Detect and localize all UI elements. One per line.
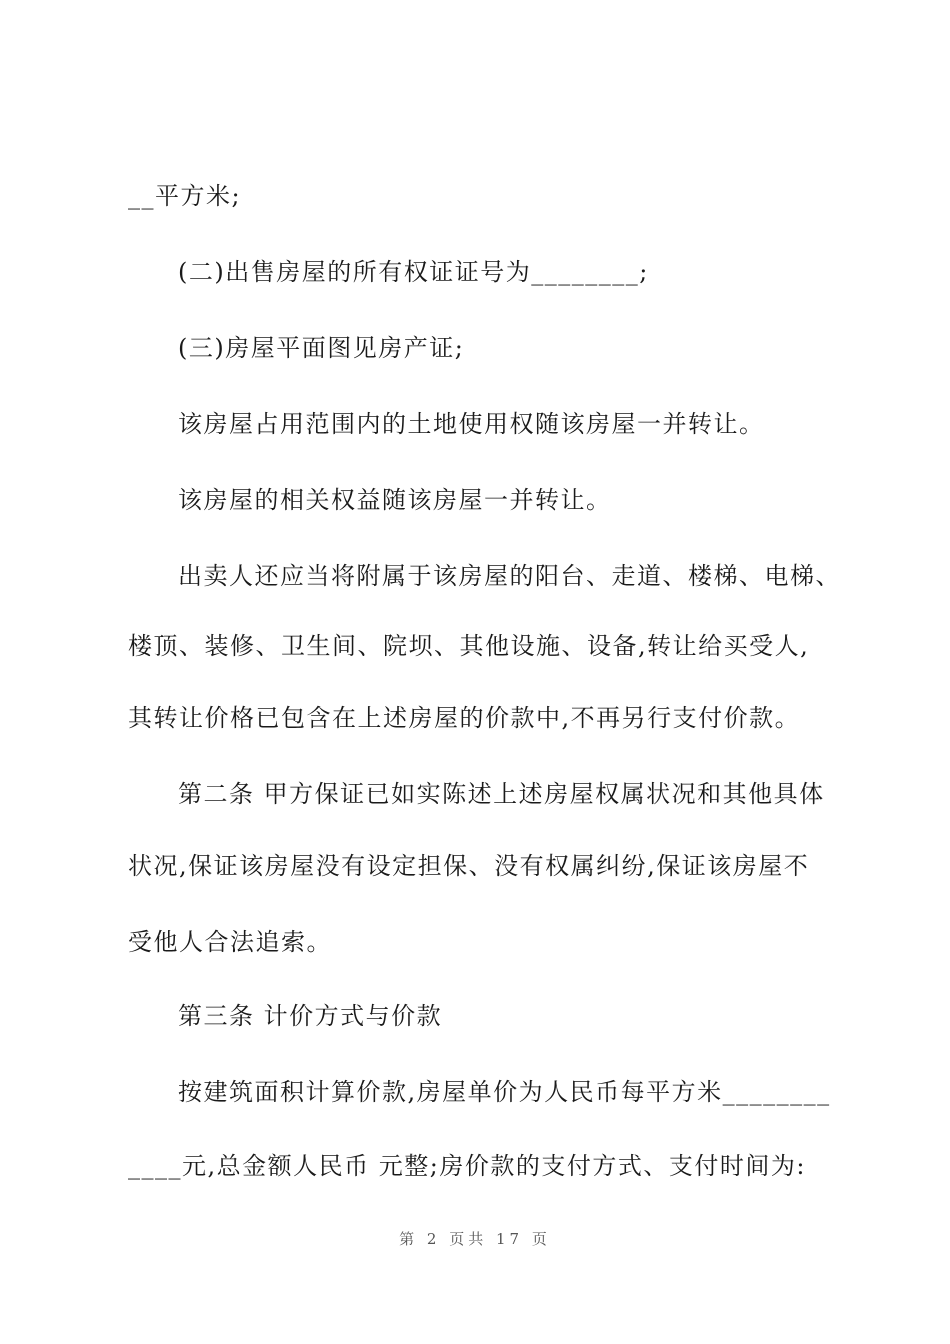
text-line-price-1: 按建筑面积计算价款,房屋单价为人民币每平方米________ [178,1078,831,1106]
text-line-article-2-2: 状况,保证该房屋没有设定担保、没有权属纠纷,保证该房屋不 [128,852,810,880]
text-line-ownership-certificate: (二)出售房屋的所有权证证号为________; [178,258,649,286]
text-line-area-unit: __平方米; [128,182,242,210]
text-line-attachments-3: 其转让价格已包含在上述房屋的价款中,不再另行支付价款。 [128,704,801,732]
text-line-land-use-rights: 该房屋占用范围内的土地使用权随该房屋一并转让。 [178,410,765,438]
text-line-article-2-3: 受他人合法追索。 [128,928,332,956]
text-line-price-2: ____元,总金额人民币 元整;房价款的支付方式、支付时间为: [128,1152,806,1180]
text-line-article-3-heading: 第三条 计价方式与价款 [178,1002,443,1030]
text-line-related-rights: 该房屋的相关权益随该房屋一并转让。 [178,486,612,514]
text-line-floor-plan: (三)房屋平面图见房产证; [178,334,465,362]
text-line-article-2-1: 第二条 甲方保证已如实陈述上述房屋权属状况和其他具体 [178,780,825,808]
text-line-attachments-1: 出卖人还应当将附属于该房屋的阳台、走道、楼梯、电梯、 [178,562,841,590]
page-number-footer: 第 2 页共 17 页 [399,1230,551,1248]
text-line-attachments-2: 楼顶、装修、卫生间、院坝、其他设施、设备,转让给买受人, [128,632,810,660]
